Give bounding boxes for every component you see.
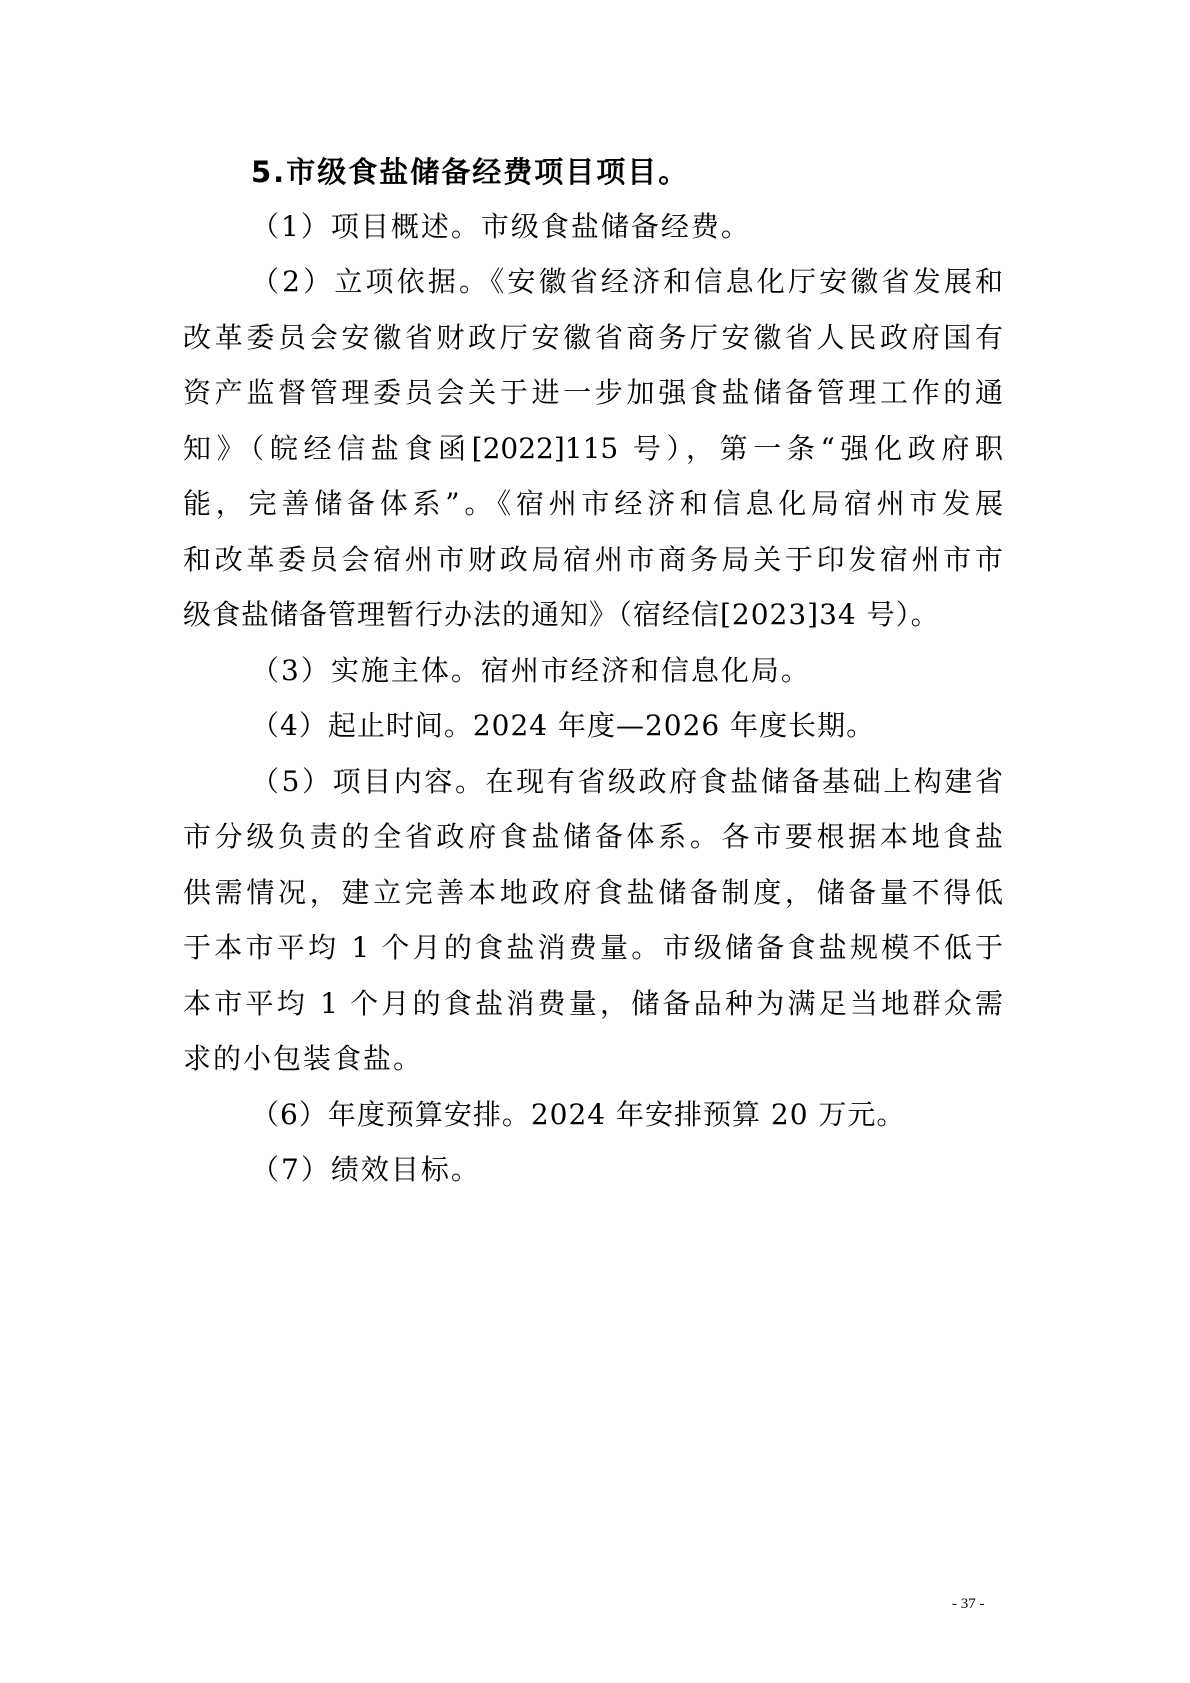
item-5-content-line-6: 求的小包装食盐。 xyxy=(183,1042,424,1075)
item-5-content-line-3: 供需情况，建立完善本地政府食盐储备制度，储备量不得低 xyxy=(183,876,1003,909)
item-4-period: （4）起止时间。2024 年度—2026 年度长期。 xyxy=(251,709,876,742)
item-2-basis-line-7: 级食盐储备管理暂行办法的通知》（宿经信[2023]34 号）。 xyxy=(183,598,940,631)
item-5-content-line-4: 于本市平均 1 个月的食盐消费量。市级储备食盐规模不低于 xyxy=(183,931,1003,964)
item-5-content-line-2: 市分级负责的全省政府食盐储备体系。各市要根据本地食盐 xyxy=(183,820,1003,853)
item-1-overview: （1）项目概述。市级食盐储备经费。 xyxy=(251,210,751,243)
page-number: - 37 - xyxy=(952,1596,985,1612)
item-2-basis-line-4: 知》（皖经信盐食函[2022]115 号），第一条“强化政府职 xyxy=(183,432,1003,465)
item-6-budget: （6）年度预算安排。2024 年安排预算 20 万元。 xyxy=(251,1098,906,1131)
item-2-basis-line-2: 改革委员会安徽省财政厅安徽省商务厅安徽省人民政府国有 xyxy=(183,321,1003,354)
item-5-content-line-5: 本市平均 1 个月的食盐消费量，储备品种为满足当地群众需 xyxy=(183,987,1003,1020)
item-5-content-line-1: （5）项目内容。在现有省级政府食盐储备基础上构建省 xyxy=(251,765,1003,798)
item-2-basis-line-6: 和改革委员会宿州市财政局宿州市商务局关于印发宿州市市 xyxy=(183,543,1003,576)
item-3-implementer: （3）实施主体。宿州市经济和信息化局。 xyxy=(251,654,811,687)
item-2-basis-line-3: 资产监督管理委员会关于进一步加强食盐储备管理工作的通 xyxy=(183,376,1003,409)
section-heading: 5.市级食盐储备经费项目项目。 xyxy=(251,155,690,189)
item-7-performance: （7）绩效目标。 xyxy=(251,1153,481,1186)
item-2-basis-line-1: （2）立项依据。《安徽省经济和信息化厅安徽省发展和 xyxy=(251,265,1003,298)
item-2-basis-line-5: 能，完善储备体系”。《宿州市经济和信息化局宿州市发展 xyxy=(183,487,1003,520)
